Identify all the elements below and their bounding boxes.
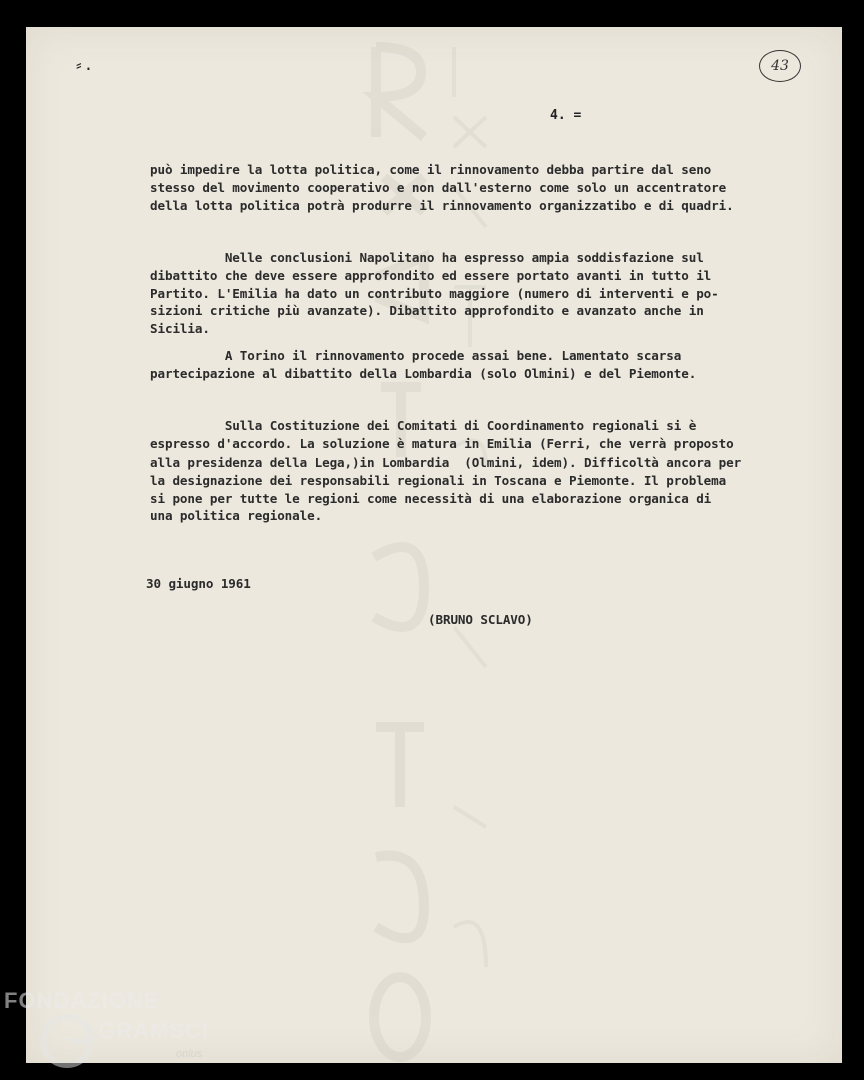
text-line: partecipazione al dibattito della Lombardia (solo Olmini) e del Piemonte. <box>150 366 697 381</box>
text-line: la designazione dei responsabili regionali in Toscana e Piemonte. Il problema <box>150 473 727 488</box>
text-line: espresso d'accordo. La soluzione è matura in Emilia (Ferri, che verrà proposto <box>150 436 734 451</box>
text-line: Nelle conclusioni Napolitano ha espresso ampia soddisfazione sul <box>150 250 704 265</box>
document-page <box>26 27 842 1063</box>
page-number: 4. = <box>550 108 582 123</box>
text-line: della lotta politica potrà produrre il rinnovamento organizzatibo e di quadri. <box>150 198 734 213</box>
text-line: può impedire la lotta politica, come il rinnovamento debba partire dal seno <box>150 162 712 177</box>
corner-mark: ⸗. <box>74 55 94 74</box>
text-line: Sulla Costituzione dei Comitati di Coordinamento regionali si è <box>150 418 697 433</box>
watermark-line2: GRAMSCI <box>98 1018 209 1043</box>
signature-line: (BRUNO SCLAVO) <box>428 612 533 627</box>
text-line: si pone per tutte le regioni come necessità di una elaborazione organica di <box>150 491 712 506</box>
folio-number: 43 <box>759 50 801 82</box>
text-line: Partito. L'Emilia ha dato un contributo maggiore (numero di interventi e po- <box>150 286 719 301</box>
text-line: dibattito che deve essere approfondito ed essere portato avanti in tutto il <box>150 268 712 283</box>
gramsci-logo-icon <box>38 1012 96 1070</box>
text-line: sizioni critiche più avanzate). Dibattito approfondito e avanzato anche in <box>150 303 704 318</box>
text-line: A Torino il rinnovamento procede assai bene. Lamentato scarsa <box>150 348 682 363</box>
text-line: una politica regionale. <box>150 508 323 523</box>
watermark-line1: FONDAZIONE <box>4 988 160 1013</box>
watermark-suffix: onlus <box>176 1048 203 1060</box>
text-line: Sicilia. <box>150 321 210 336</box>
text-line: stesso del movimento cooperativo e non dall'esterno come solo un accentratore <box>150 180 727 195</box>
date-line: 30 giugno 1961 <box>146 576 251 591</box>
text-line: alla presidenza della Lega,)in Lombardia (Olmini, idem). Difficoltà ancora per <box>150 455 742 470</box>
